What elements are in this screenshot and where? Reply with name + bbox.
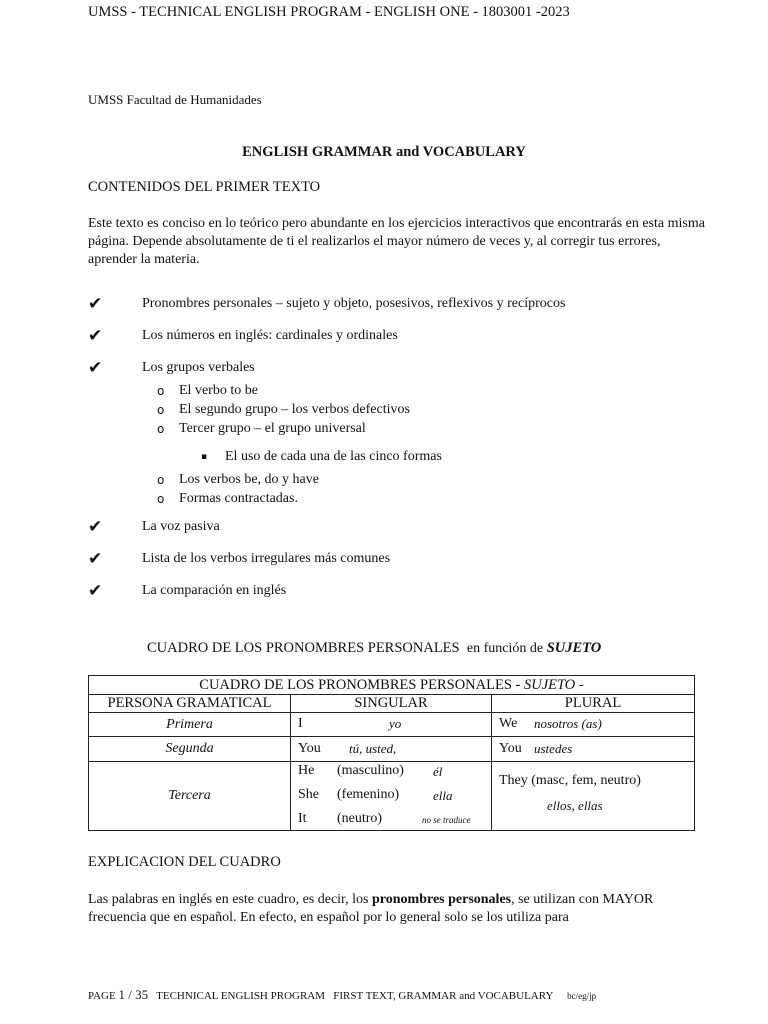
list-item: La comparación en inglés (142, 583, 287, 598)
header-plural: PLURAL (492, 695, 695, 713)
header-persona: PERSONA GRAMATICAL (89, 695, 291, 713)
pronoun-gender: (neutro) (337, 811, 383, 826)
pronoun-es: no se traduce (422, 815, 471, 825)
footer-page-number: 1 / 35 (118, 987, 149, 1002)
list-item: Los grupos verbales (142, 360, 255, 375)
paragraph-text: Las palabras en inglés en este cuadro, es decir, los (88, 892, 372, 907)
pronoun-en: She (298, 787, 319, 802)
paragraph-text: , se utilizan con MAYOR frecuencia que en español. En efecto, en español por lo general solo se los utiliza para (88, 892, 654, 925)
circle-bullet-icon: o (157, 384, 165, 398)
pronoun-es: ella (433, 788, 453, 803)
circle-bullet-icon: o (157, 473, 165, 487)
footer-initials: bc/eg/jp (567, 991, 597, 1001)
list-item: Lista de los verbos irregulares más comunes (142, 551, 391, 566)
intro-paragraph: Este texto es conciso en lo teórico pero abundante en los ejercicios interactivos que encontrarás en esta misma página. Depende absolutamente de ti el realizarlos el mayor número de veces y, al corregir tus errores, aprender la materia. (88, 216, 705, 267)
persona-cell: Primera (89, 713, 291, 737)
list-item: Los números en inglés: cardinales y ordinales (142, 328, 398, 343)
table-caption-row (89, 676, 695, 695)
check-icon: ✔ (88, 326, 103, 346)
table-header-row (89, 695, 695, 713)
check-icon: ✔ (88, 549, 103, 569)
paragraph-bold: pronombres personales (372, 892, 512, 907)
pronoun-gender: (femenino) (337, 787, 400, 802)
header-singular: SINGULAR (291, 695, 492, 713)
pronoun-es: él (433, 764, 443, 779)
table-row (89, 762, 695, 831)
list-item: La voz pasiva (142, 519, 220, 534)
table-heading-main: CUADRO DE LOS PRONOMBRES PERSONALES (147, 640, 460, 656)
document-title: ENGLISH GRAMMAR and VOCABULARY (242, 144, 526, 160)
singular-cell (291, 737, 492, 762)
plural-cell (492, 713, 695, 737)
pronoun-en: You (298, 740, 321, 756)
footer-page-label: PAGE (88, 990, 116, 1002)
page-footer (88, 987, 596, 1003)
plural-cell (492, 737, 695, 762)
footer-text-name: FIRST TEXT, GRAMMAR and VOCABULARY (333, 990, 554, 1002)
list-item: Pronombres personales – sujeto y objeto, posesivos, reflexivos y recíprocos (142, 296, 566, 311)
table-caption (89, 676, 695, 695)
sub-list-item: El verbo to be (179, 383, 258, 398)
pronoun-en: It (298, 811, 307, 826)
caption-suffix: - (578, 676, 584, 693)
check-icon: ✔ (88, 294, 103, 314)
table-row (89, 713, 695, 737)
caption-prefix: CUADRO DE LOS PRONOMBRES PERSONALES - (199, 676, 521, 693)
pronoun-en: I (298, 716, 303, 731)
pronoun-en: They (masc, fem, neutro) (499, 773, 641, 788)
square-bullet-icon: ▪ (201, 452, 208, 462)
explanation-paragraph (88, 891, 708, 927)
page-header: UMSS - TECHNICAL ENGLISH PROGRAM - ENGLISH ONE - 1803001 -2023 (88, 4, 570, 20)
explanation-heading: EXPLICACION DEL CUADRO (88, 854, 281, 870)
pronoun-en: He (298, 763, 315, 778)
pronoun-en: You (499, 740, 522, 756)
contents-heading: CONTENIDOS DEL PRIMER TEXTO (88, 179, 321, 195)
pronoun-es: nosotros (as) (534, 716, 602, 731)
check-icon: ✔ (88, 581, 103, 601)
sub-sub-list-item: El uso de cada una de las cinco formas (225, 449, 442, 464)
pronoun-es: tú, usted, (349, 740, 397, 756)
pronoun-es: ustedes (534, 740, 573, 756)
faculty-line: UMSS Facultad de Humanidades (88, 92, 262, 107)
circle-bullet-icon: o (157, 492, 165, 506)
table-heading-sujeto: SUJETO (546, 640, 602, 656)
table-row (89, 737, 695, 762)
singular-cell (291, 762, 492, 831)
sub-list-item: El segundo grupo – los verbos defectivos (179, 402, 410, 417)
pronoun-table (88, 675, 695, 831)
pronoun-gender: (masculino) (337, 763, 404, 778)
pronoun-en: We (499, 716, 518, 731)
persona-cell: Tercera (89, 762, 291, 831)
sub-list-item: Los verbos be, do y have (179, 472, 319, 487)
plural-cell (492, 762, 695, 831)
check-icon: ✔ (88, 358, 103, 378)
pronoun-es: ellos, ellas (547, 798, 603, 813)
sub-list-item: Formas contractadas. (179, 491, 298, 506)
singular-cell (291, 713, 492, 737)
table-heading (147, 640, 601, 657)
pronoun-es: yo (389, 716, 402, 731)
check-icon: ✔ (88, 517, 103, 537)
sub-list-item: Tercer grupo – el grupo universal (179, 421, 366, 436)
table-heading-function: en función de (466, 641, 544, 656)
footer-program: TECHNICAL ENGLISH PROGRAM (156, 990, 326, 1002)
circle-bullet-icon: o (157, 403, 165, 417)
circle-bullet-icon: o (157, 422, 165, 436)
persona-cell: Segunda (89, 737, 291, 762)
caption-sujeto: SUJETO (523, 676, 576, 693)
